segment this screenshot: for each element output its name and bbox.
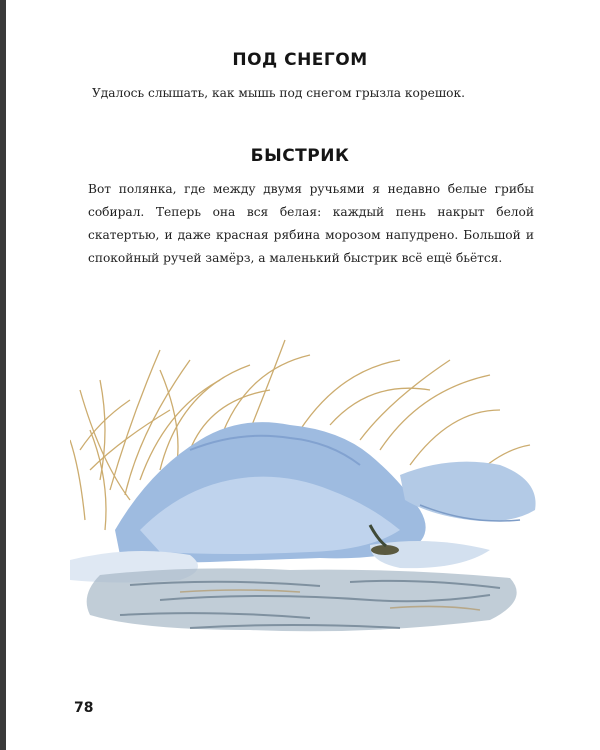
section-text-bystrik: Вот полянка, где между двумя ручьями я недавно белые грибы собирал. Теперь она вся белая: каждый пень накрыт белой скатертью, и даже красная рябина морозом напудрено. Большой и спокойный ручей замёрз, а маленький быстрик всё ещё бьётся. xyxy=(88,182,534,265)
page-number: 78 xyxy=(74,700,94,716)
page-edge xyxy=(0,0,6,750)
section-text-pod-snegom: Удалось слышать, как мышь под снегом грызла корешок. xyxy=(92,86,465,100)
section-title-bystrik: БЫСТРИК xyxy=(250,146,350,166)
snow-stream-illustration xyxy=(70,330,540,650)
section-title-pod-snegom: ПОД СНЕГОМ xyxy=(232,50,368,70)
